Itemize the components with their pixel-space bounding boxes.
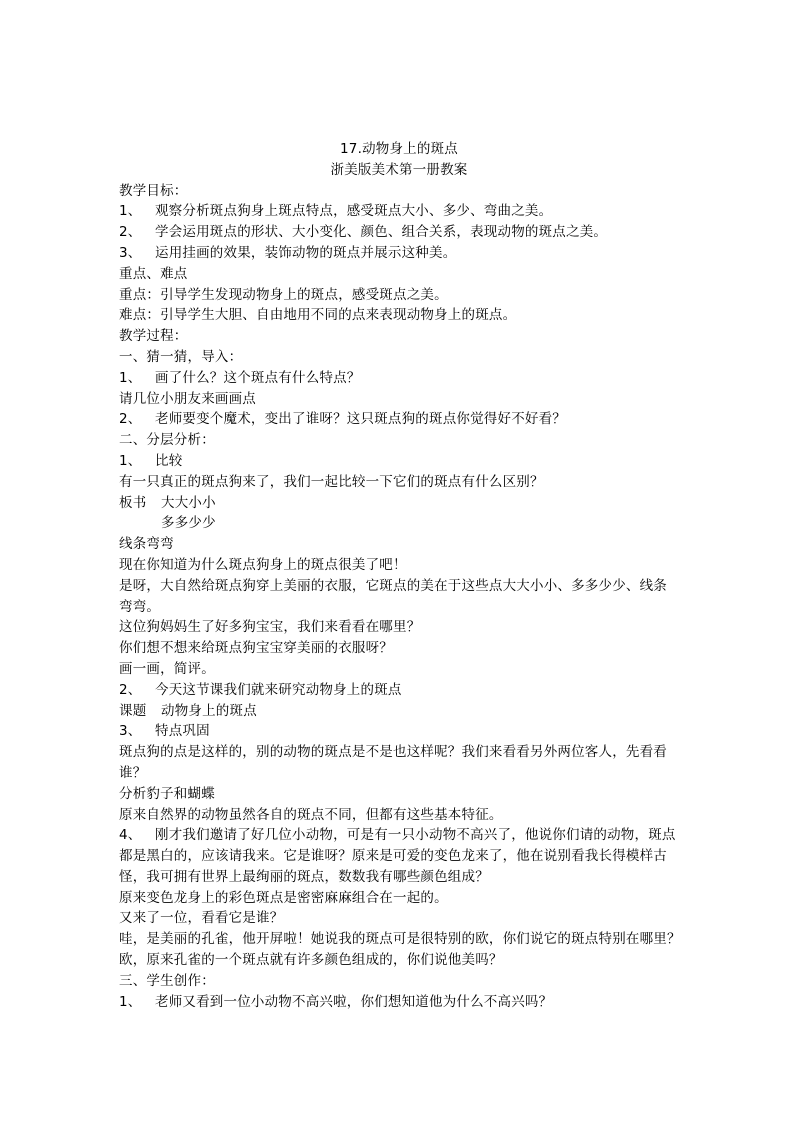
objective-number: 1、 [119, 203, 142, 220]
list-item [119, 680, 679, 701]
objective-item [119, 201, 679, 222]
board-writing-line [119, 513, 679, 534]
board-label: 板书 [119, 494, 147, 511]
list-text: 画了什么？这个斑点有什么特点？ [155, 369, 361, 386]
list-item [119, 368, 679, 389]
list-text: 今天这节课我们就来研究动物身上的斑点 [155, 681, 402, 698]
process-heading: 教学过程： [119, 328, 188, 345]
part-three-heading: 三、学生创作： [119, 972, 215, 989]
paragraph: 哇，是美丽的孔雀，他开屏啦！她说我的斑点可是很特别的欧，你们说它的斑点特别在哪里？ [119, 931, 681, 948]
paragraph: 是呀，大自然给斑点狗穿上美丽的衣服，它斑点的美在于这些点大大小小、多多少少、线条弯弯。 [119, 577, 667, 615]
key-point: 重点：引导学生发现动物身上的斑点，感受斑点之美。 [119, 286, 448, 303]
objective-text: 观察分析斑点狗身上斑点特点，感受斑点大小、多少、弯曲之美。 [155, 203, 553, 220]
list-item [119, 451, 679, 472]
board-text: 大大小小 [161, 494, 216, 511]
paragraph: 原来自然界的动物虽然各自的斑点不同，但都有这些基本特征。 [119, 806, 503, 823]
part-one-heading: 一、猜一猜，导入： [119, 348, 243, 365]
objective-number: 2、 [119, 224, 142, 241]
objective-item [119, 243, 679, 264]
board-writing-line [119, 493, 679, 514]
list-item [119, 721, 679, 742]
board-writing-line: 线条弯弯 [119, 536, 174, 553]
key-difficult-heading: 重点、难点 [119, 265, 188, 282]
list-number: 2、 [119, 411, 142, 428]
paragraph: 现在你知道为什么斑点狗身上的斑点很美了吧！ [119, 556, 407, 573]
board-text: 多多少少 [161, 515, 216, 532]
topic-line [119, 701, 679, 722]
paragraph: 这位狗妈妈生了好多狗宝宝，我们来看看在哪里？ [119, 619, 421, 636]
objective-number: 3、 [119, 244, 142, 261]
difficult-point: 难点：引导学生大胆、自由地用不同的点来表现动物身上的斑点。 [119, 307, 517, 324]
lesson-plan-body [119, 139, 679, 1012]
paragraph: 画一画，简评。 [119, 660, 215, 677]
list-text: 老师要变个魔术，变出了谁呀？这只斑点狗的斑点你觉得好不好看？ [155, 411, 566, 428]
paragraph: 分析豹子和蝴蝶 [119, 785, 215, 802]
list-text: 比较 [155, 452, 183, 469]
objective-item [119, 222, 679, 243]
list-number: 3、 [119, 723, 142, 740]
list-number: 1、 [119, 452, 142, 469]
list-number: 4、 [119, 827, 142, 844]
paragraph: 请几位小朋友来画画点 [119, 390, 256, 407]
list-item [119, 825, 679, 887]
list-number: 1、 [119, 993, 142, 1010]
list-item [119, 409, 679, 430]
paragraph: 原来变色龙身上的彩色斑点是密密麻麻组合在一起的。 [119, 889, 448, 906]
objective-text: 运用挂画的效果，装饰动物的斑点并展示这种美。 [155, 244, 457, 261]
list-number: 2、 [119, 681, 142, 698]
topic-text: 动物身上的斑点 [161, 702, 257, 719]
list-text: 刚才我们邀请了好几位小动物，可是有一只小动物不高兴了，他说你们请的动物，斑点都是黑白的，应该请我来。它是谁呀？原来是可爱的变色龙来了，他在说别看我长得模样古怪，我可拥有世界上最绚丽的斑点，数数我有哪些颜色组成？ [119, 827, 676, 885]
paragraph: 你们想不想来给斑点狗宝宝穿美丽的衣服呀？ [119, 640, 393, 657]
document-title: 17.动物身上的斑点 [340, 141, 458, 157]
paragraph: 欧，原来孔雀的一个斑点就有许多颜色组成的，你们说他美吗？ [119, 952, 503, 969]
list-text: 老师又看到一位小动物不高兴啦，你们想知道他为什么不高兴吗？ [155, 993, 553, 1010]
document-subtitle: 浙美版美术第一册教案 [330, 161, 468, 178]
objectives-heading: 教学目标： [119, 182, 188, 199]
list-item [119, 992, 679, 1013]
topic-label: 课题 [119, 702, 147, 719]
paragraph: 有一只真正的斑点狗来了，我们一起比较一下它们的斑点有什么区别？ [119, 473, 544, 490]
list-number: 1、 [119, 369, 142, 386]
objective-text: 学会运用斑点的形状、大小变化、颜色、组合关系，表现动物的斑点之美。 [155, 224, 608, 241]
paragraph: 又来了一位，看看它是谁？ [119, 910, 284, 927]
paragraph: 斑点狗的点是这样的，别的动物的斑点是不是也这样呢？我们来看看另外两位客人，先看看谁？ [119, 744, 667, 781]
part-two-heading: 二、分层分析： [119, 432, 215, 449]
list-text: 特点巩固 [155, 723, 210, 740]
